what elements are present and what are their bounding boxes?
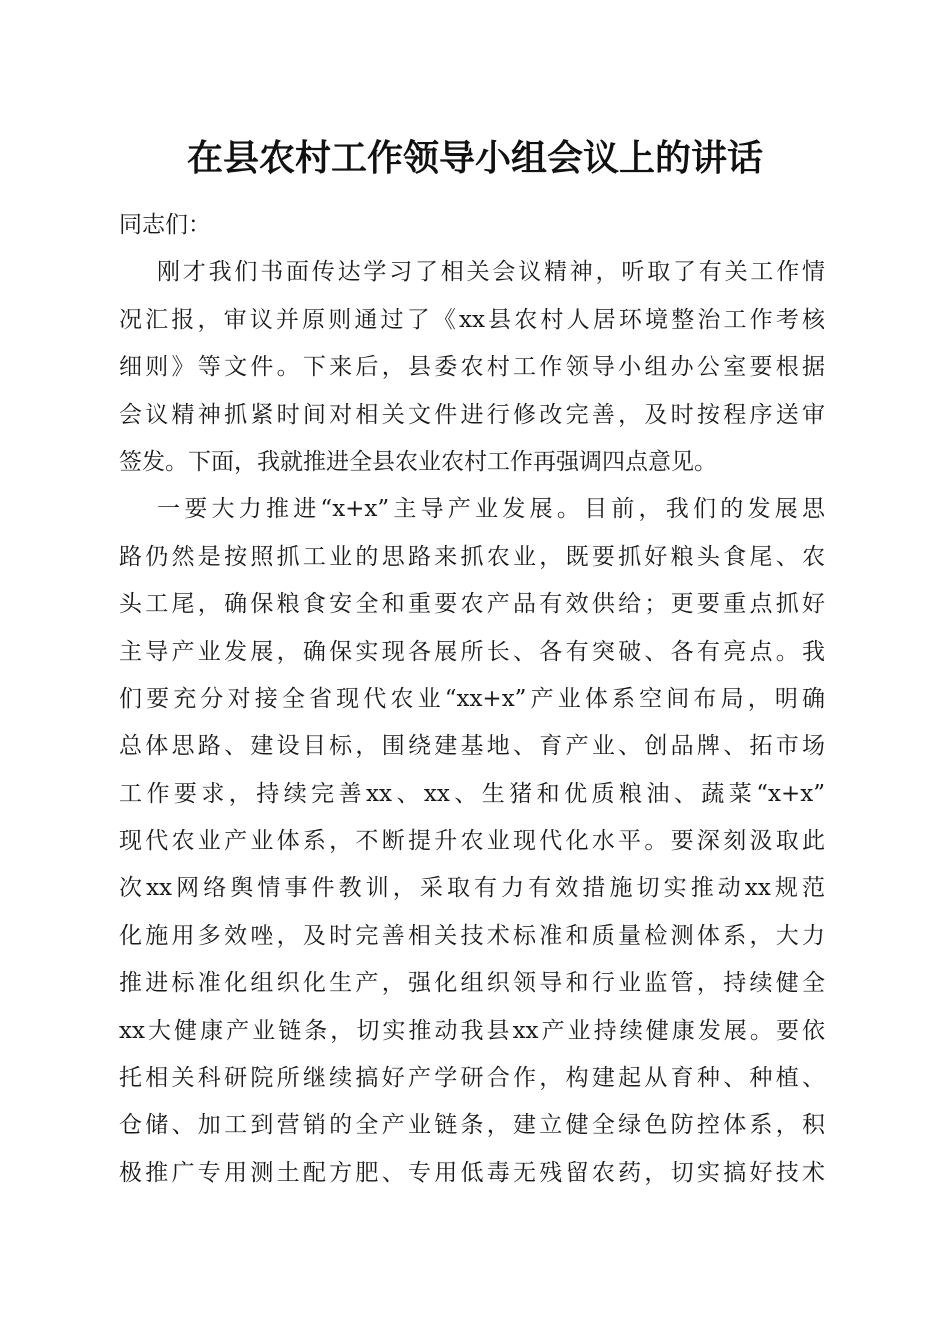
paragraph-line: 总体思路、建设目标，围绕建基地、育产业、创品牌、拓市场 bbox=[119, 733, 825, 760]
paragraph-line: 托相关科研院所继续搞好产学研合作，构建起从育种、种植、 bbox=[119, 1065, 825, 1092]
paragraph-1 bbox=[119, 249, 825, 486]
paragraph-line: 仓储、加工到营销的全产业链条，建立健全绿色防控体系，积 bbox=[119, 1112, 825, 1139]
document-title: 在县农村工作领导小组会议上的讲话 bbox=[186, 137, 763, 179]
paragraph-line: 工作要求，持续完善xx、xx、生猪和优质粮油、蔬菜“x+x” bbox=[119, 780, 825, 807]
paragraph-line: 会议精神抓紧时间对相关文件进行修改完善，及时按程序送审 bbox=[119, 401, 825, 428]
paragraph-line: xx大健康产业链条，切实推动我县xx产业持续健康发展。要依 bbox=[119, 1017, 825, 1044]
paragraph-line: 签发。下面，我就推进全县农业农村工作再强调四点意见。 bbox=[119, 448, 717, 475]
paragraph-line: 推进标准化组织化生产，强化组织领导和行业监管，持续健全 bbox=[119, 970, 825, 997]
paragraph-line: 路仍然是按照抓工业的思路来抓农业，既要抓好粮头食尾、农 bbox=[119, 543, 825, 570]
paragraph-line: 极推广专用测土配方肥、专用低毒无残留农药，切实搞好技术 bbox=[119, 1159, 825, 1186]
paragraph-line: 细则》等文件。下来后，县委农村工作领导小组办公室要根据 bbox=[119, 354, 825, 381]
paragraph-2 bbox=[119, 486, 825, 1197]
paragraph-line: 们要充分对接全省现代农业“xx+x”产业体系空间布局，明确 bbox=[119, 685, 825, 712]
salutation: 同志们： bbox=[119, 212, 211, 238]
paragraph-line: 主导产业发展，确保实现各展所长、各有突破、各有亮点。我 bbox=[119, 638, 825, 665]
paragraph-line: 刚才我们书面传达学习了相关会议精神，听取了有关工作情 bbox=[157, 259, 825, 286]
paragraph-line: 一要大力推进“x+x”主导产业发展。目前，我们的发展思 bbox=[157, 496, 825, 523]
paragraph-line: 化施用多效唑，及时完善相关技术标准和质量检测体系，大力 bbox=[119, 922, 825, 949]
paragraph-line: 现代农业产业体系，不断提升农业现代化水平。要深刻汲取此 bbox=[119, 828, 825, 855]
paragraph-line: 况汇报，审议并原则通过了《xx县农村人居环境整治工作考核 bbox=[119, 306, 825, 333]
paragraph-line: 次xx网络舆情事件教训，采取有力有效措施切实推动xx规范 bbox=[119, 875, 825, 902]
paragraph-line: 头工尾，确保粮食安全和重要农产品有效供给；更要重点抓好 bbox=[119, 591, 825, 618]
document-body bbox=[119, 202, 825, 1197]
